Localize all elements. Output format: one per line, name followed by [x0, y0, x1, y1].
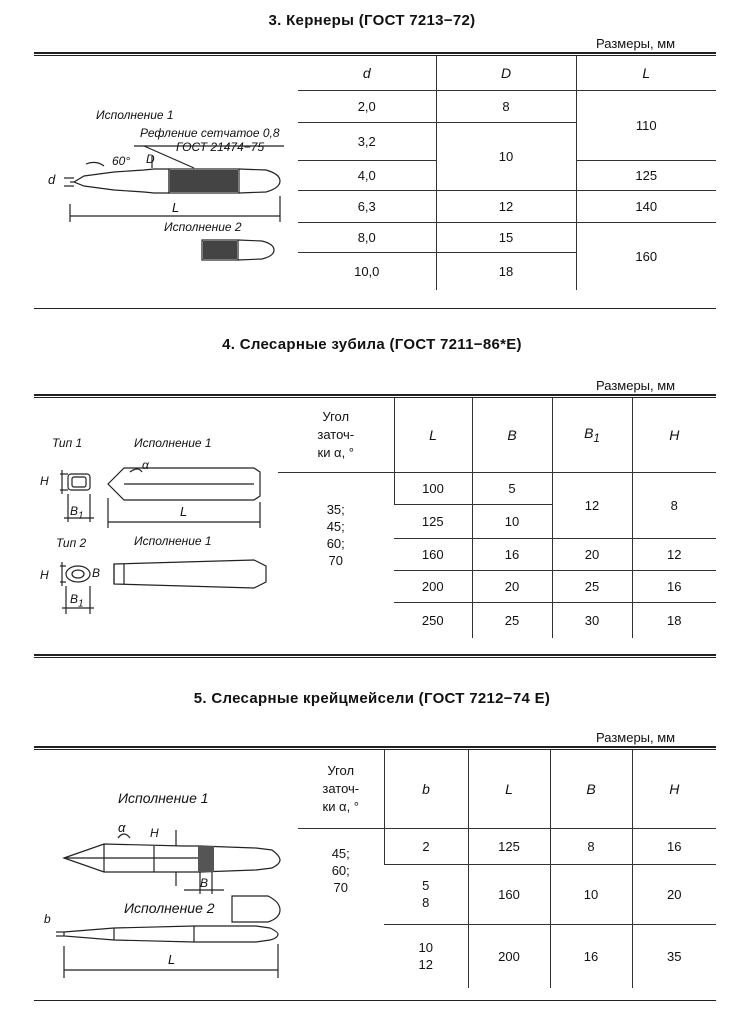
cell-B: 5 — [472, 472, 552, 504]
header-b: b — [384, 750, 468, 828]
cell-D: 8 — [436, 90, 576, 122]
cell-d: 10,0 — [298, 252, 436, 290]
section5-label-isp1: Исполнение 1 — [118, 790, 209, 806]
cell-L: 200 — [468, 924, 550, 988]
table-row — [298, 222, 716, 252]
section5-label-L: L — [168, 952, 176, 967]
table-row — [278, 472, 716, 504]
cell-B: 10 — [550, 864, 632, 924]
section4-label-type2: Тип 2 — [56, 536, 87, 550]
section3-title: 3. Кернеры (ГОСТ 7213−72) — [268, 12, 476, 29]
cell-L: 100 — [394, 472, 472, 504]
table-row — [298, 828, 716, 864]
section4-label-B1a: $B_1$ — [70, 504, 84, 522]
section4-label-alpha: α — [142, 458, 149, 472]
cell-d: 4,0 — [298, 160, 436, 190]
cell-H: 16 — [632, 828, 716, 864]
section4-title: 4. Слесарные зубила (ГОСТ 7211−86*Е) — [222, 336, 522, 353]
cell-L: 160 — [576, 222, 716, 290]
cell-H: 16 — [632, 570, 716, 602]
section3-label-isp2: Исполнение 2 — [164, 220, 242, 234]
cell-B1: 12 — [552, 472, 632, 538]
header-angle: Угол заточ- ки α, ° — [322, 762, 360, 814]
section3-units: Размеры, мм — [596, 36, 676, 51]
cell-D: 10 — [436, 122, 576, 190]
cell-B: 16 — [550, 924, 632, 988]
cell-b: 5 8 — [384, 864, 468, 924]
cell-d: 6,3 — [298, 190, 436, 222]
cell-B: 8 — [550, 828, 632, 864]
section5-label-H: H — [150, 826, 159, 840]
section5-table — [298, 750, 716, 988]
cell-d: 2,0 — [298, 90, 436, 122]
section4-label-isp1-a: Исполнение 1 — [134, 436, 212, 450]
header-H: H — [632, 398, 716, 472]
section5-label-B: B — [200, 876, 209, 890]
cell-H: 12 — [632, 538, 716, 570]
cell-b: 2 — [384, 828, 468, 864]
section4-label-type1: Тип 1 — [52, 436, 83, 450]
cell-d: 3,2 — [298, 122, 436, 160]
section3-table — [298, 56, 716, 290]
section4-units: Размеры, мм — [596, 378, 676, 393]
cell-D: 15 — [436, 222, 576, 252]
cell-B: 25 — [472, 602, 552, 638]
section4-label-B1b: $B_1$ — [70, 592, 84, 610]
section5-label-alpha: α — [118, 820, 126, 835]
cell-H: 20 — [632, 864, 716, 924]
cell-L: 160 — [468, 864, 550, 924]
section3-label-L: L — [172, 200, 180, 215]
cell-B1: 20 — [552, 538, 632, 570]
section5-label-b: b — [44, 912, 51, 926]
header-H: H — [632, 750, 716, 828]
section4-label-B: B — [92, 566, 101, 580]
cell-B: 10 — [472, 504, 552, 538]
cell-D: 12 — [436, 190, 576, 222]
knurl-pattern-2 — [203, 241, 237, 259]
section3-label-isp1: Исполнение 1 — [96, 108, 174, 122]
cell-H: 8 — [632, 472, 716, 538]
cell-B1: 30 — [552, 602, 632, 638]
cell-H: 35 — [632, 924, 716, 988]
cell-d: 8,0 — [298, 222, 436, 252]
header-B1: $B_1$ — [552, 398, 632, 472]
cell-L: 140 — [576, 190, 716, 222]
section3-drawing-punch — [34, 56, 298, 306]
section3-label-d: d — [48, 172, 56, 187]
cell-L: 125 — [394, 504, 472, 538]
cell-D: 18 — [436, 252, 576, 290]
table-row — [298, 90, 716, 122]
section5-title: 5. Слесарные крейцмейсели (ГОСТ 7212−74 Е) — [193, 690, 551, 707]
header-L: L — [394, 398, 472, 472]
section-hatch — [198, 846, 214, 872]
cell-angle: 35; 45; 60; 70 — [278, 472, 394, 638]
cell-L: 125 — [576, 160, 716, 190]
cell-H: 18 — [632, 602, 716, 638]
cell-B: 16 — [472, 538, 552, 570]
table-row — [298, 190, 716, 222]
cell-B: 20 — [472, 570, 552, 602]
cell-L: 250 — [394, 602, 472, 638]
cell-B1: 25 — [552, 570, 632, 602]
section3-bottom-rule — [34, 308, 716, 310]
header-D: D — [436, 56, 576, 90]
section4-label-isp1-b: Исполнение 1 — [134, 534, 212, 548]
section3-label-gost: ГОСТ 21474−75 — [176, 140, 265, 154]
cell-L: 160 — [394, 538, 472, 570]
section4-label-H1: H — [40, 474, 49, 488]
section3-label-angle: 60° — [112, 154, 131, 168]
section4-bottom-rule — [34, 654, 716, 658]
header-d: d — [362, 64, 371, 81]
header-angle: Угол заточ- ки α, ° — [317, 408, 355, 460]
section4-label-H2: H — [40, 568, 49, 582]
cell-L: 200 — [394, 570, 472, 602]
section5-units: Размеры, мм — [596, 730, 676, 745]
cell-L: 110 — [576, 90, 716, 160]
cell-b: 10 12 — [384, 924, 468, 988]
header-L: L — [576, 56, 716, 90]
knurl-pattern — [170, 170, 238, 192]
section4-label-L: L — [180, 504, 188, 519]
section3-label-D: D — [146, 152, 155, 166]
section3-label-knurl: Рефление сетчатое 0,8 — [140, 126, 280, 140]
header-B: B — [550, 750, 632, 828]
section4-table — [278, 398, 716, 638]
header-L: L — [468, 750, 550, 828]
header-B: B — [472, 398, 552, 472]
cell-angle: 45; 60; 70 — [298, 828, 384, 988]
section5-bottom-rule — [34, 1000, 716, 1002]
section5-label-isp2: Исполнение 2 — [124, 900, 215, 916]
cell-L: 125 — [468, 828, 550, 864]
